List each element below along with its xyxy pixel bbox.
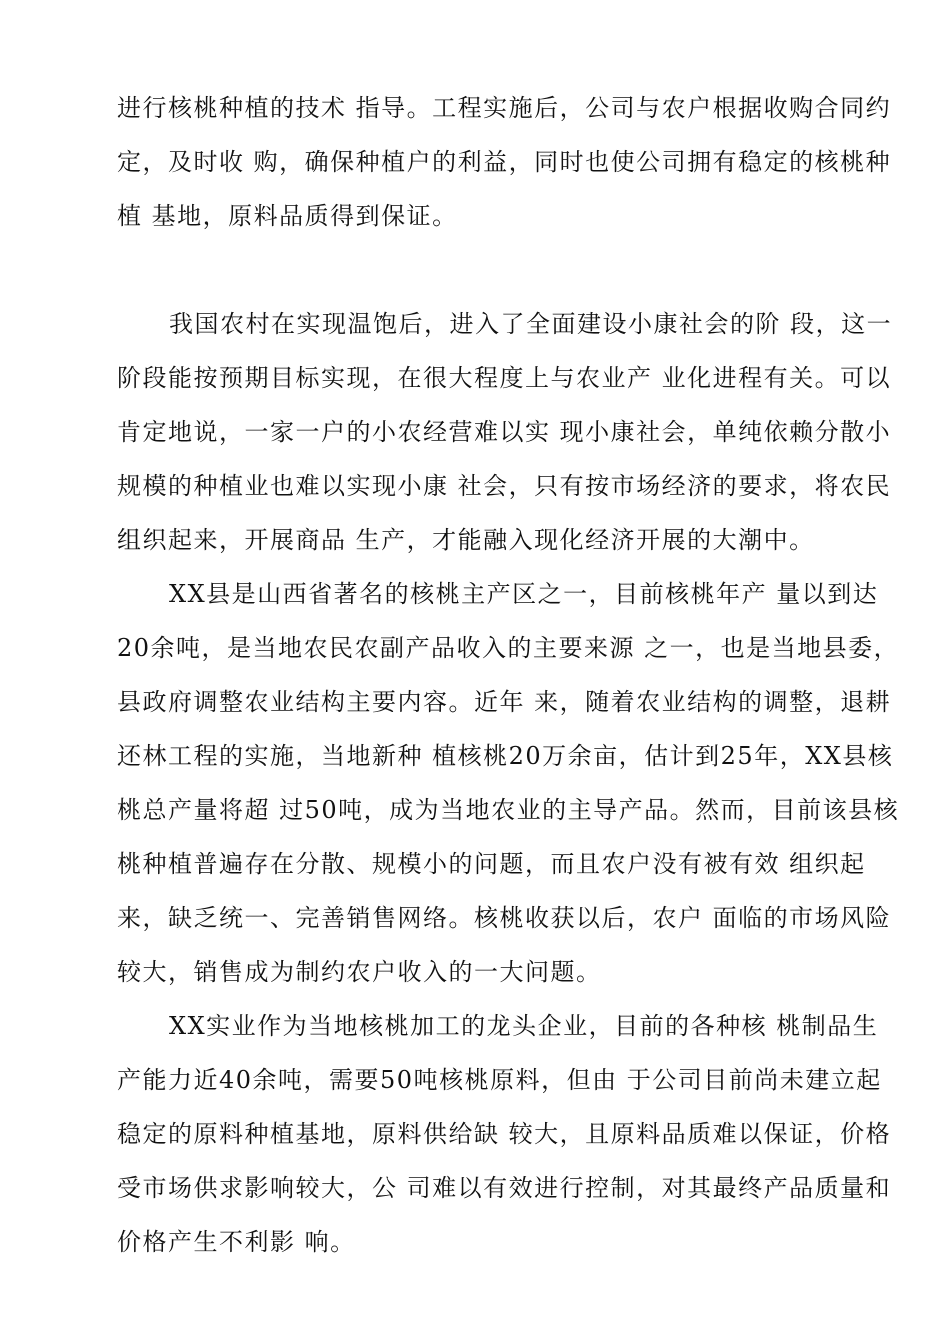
text-line — [0, 80, 950, 136]
line-text: 桃种植普遍存在分散、规模小的问题，而且农户没有被有效 组织起 — [117, 850, 866, 878]
text-line — [0, 296, 950, 352]
line-text: 植 基地，原料品质得到保证。 — [117, 202, 458, 230]
line-text: 组织起来，开展商品 生产，才能融入现化经济开展的大潮中。 — [117, 526, 815, 554]
line-text: 稳定的原料种植基地，原料供给缺 较大，且原料品质难以保证，价格 — [117, 1120, 892, 1148]
text-line — [0, 566, 950, 622]
line-text: 来，缺乏统一、完善销售网络。核桃收获以后，农户 面临的市场风险 — [117, 904, 892, 932]
text-line — [0, 350, 950, 406]
line-text: XX县是山西省著名的核桃主产区之一，目前核桃年产 量以到达 — [169, 580, 879, 608]
text-line — [0, 890, 950, 946]
line-text: 县政府调整农业结构主要内容。近年 来，随着农业结构的调整，退耕 — [117, 688, 892, 716]
text-line — [0, 1160, 950, 1216]
line-text: 20余吨，是当地农民农副产品收入的主要来源 之一，也是当地县委， — [117, 634, 900, 662]
text-line — [0, 998, 950, 1054]
line-text: 较大，销售成为制约农户收入的一大问题。 — [117, 958, 602, 986]
text-line — [0, 188, 950, 244]
line-text: 阶段能按预期目标实现，在很大程度上与农业产 业化进程有关。可以 — [117, 364, 892, 392]
text-line — [0, 836, 950, 892]
text-line — [0, 944, 950, 1000]
line-text: 进行核桃种植的技术 指导。工程实施后，公司与农户根据收购合同约 — [117, 94, 892, 122]
line-text: XX实业作为当地核桃加工的龙头企业，目前的各种核 桃制品生 — [169, 1012, 879, 1040]
line-text: 价格产生不利影 响。 — [117, 1228, 356, 1256]
line-text: 肯定地说，一家一户的小农经营难以实 现小康社会，单纯依赖分散小 — [117, 418, 892, 446]
text-line — [0, 620, 950, 676]
text-line — [0, 134, 950, 190]
line-text: 受市场供求影响较大，公 司难以有效进行控制，对其最终产品质量和 — [117, 1174, 892, 1202]
line-text: 产能力近40余吨，需要50吨核桃原料，但由 于公司目前尚未建立起 — [117, 1066, 882, 1094]
line-text: 还林工程的实施，当地新种 植核桃20万余亩，估计到25年，XX县核 — [117, 742, 894, 770]
text-line — [0, 404, 950, 460]
text-line — [0, 1106, 950, 1162]
line-text: 桃总产量将超 过50吨，成为当地农业的主导产品。然而，目前该县核 — [117, 796, 900, 824]
text-line — [0, 1052, 950, 1108]
line-text: 规模的种植业也难以实现小康 社会，只有按市场经济的要求，将农民 — [117, 472, 892, 500]
text-line — [0, 512, 950, 568]
text-line — [0, 458, 950, 514]
text-line — [0, 1214, 950, 1270]
line-text: 我国农村在实现温饱后，进入了全面建设小康社会的阶 段，这一 — [169, 310, 893, 338]
line-text: 定，及时收 购，确保种植户的利益，同时也使公司拥有稳定的核桃种 — [117, 148, 892, 176]
text-line — [0, 782, 950, 838]
text-line — [0, 728, 950, 784]
text-line — [0, 674, 950, 730]
